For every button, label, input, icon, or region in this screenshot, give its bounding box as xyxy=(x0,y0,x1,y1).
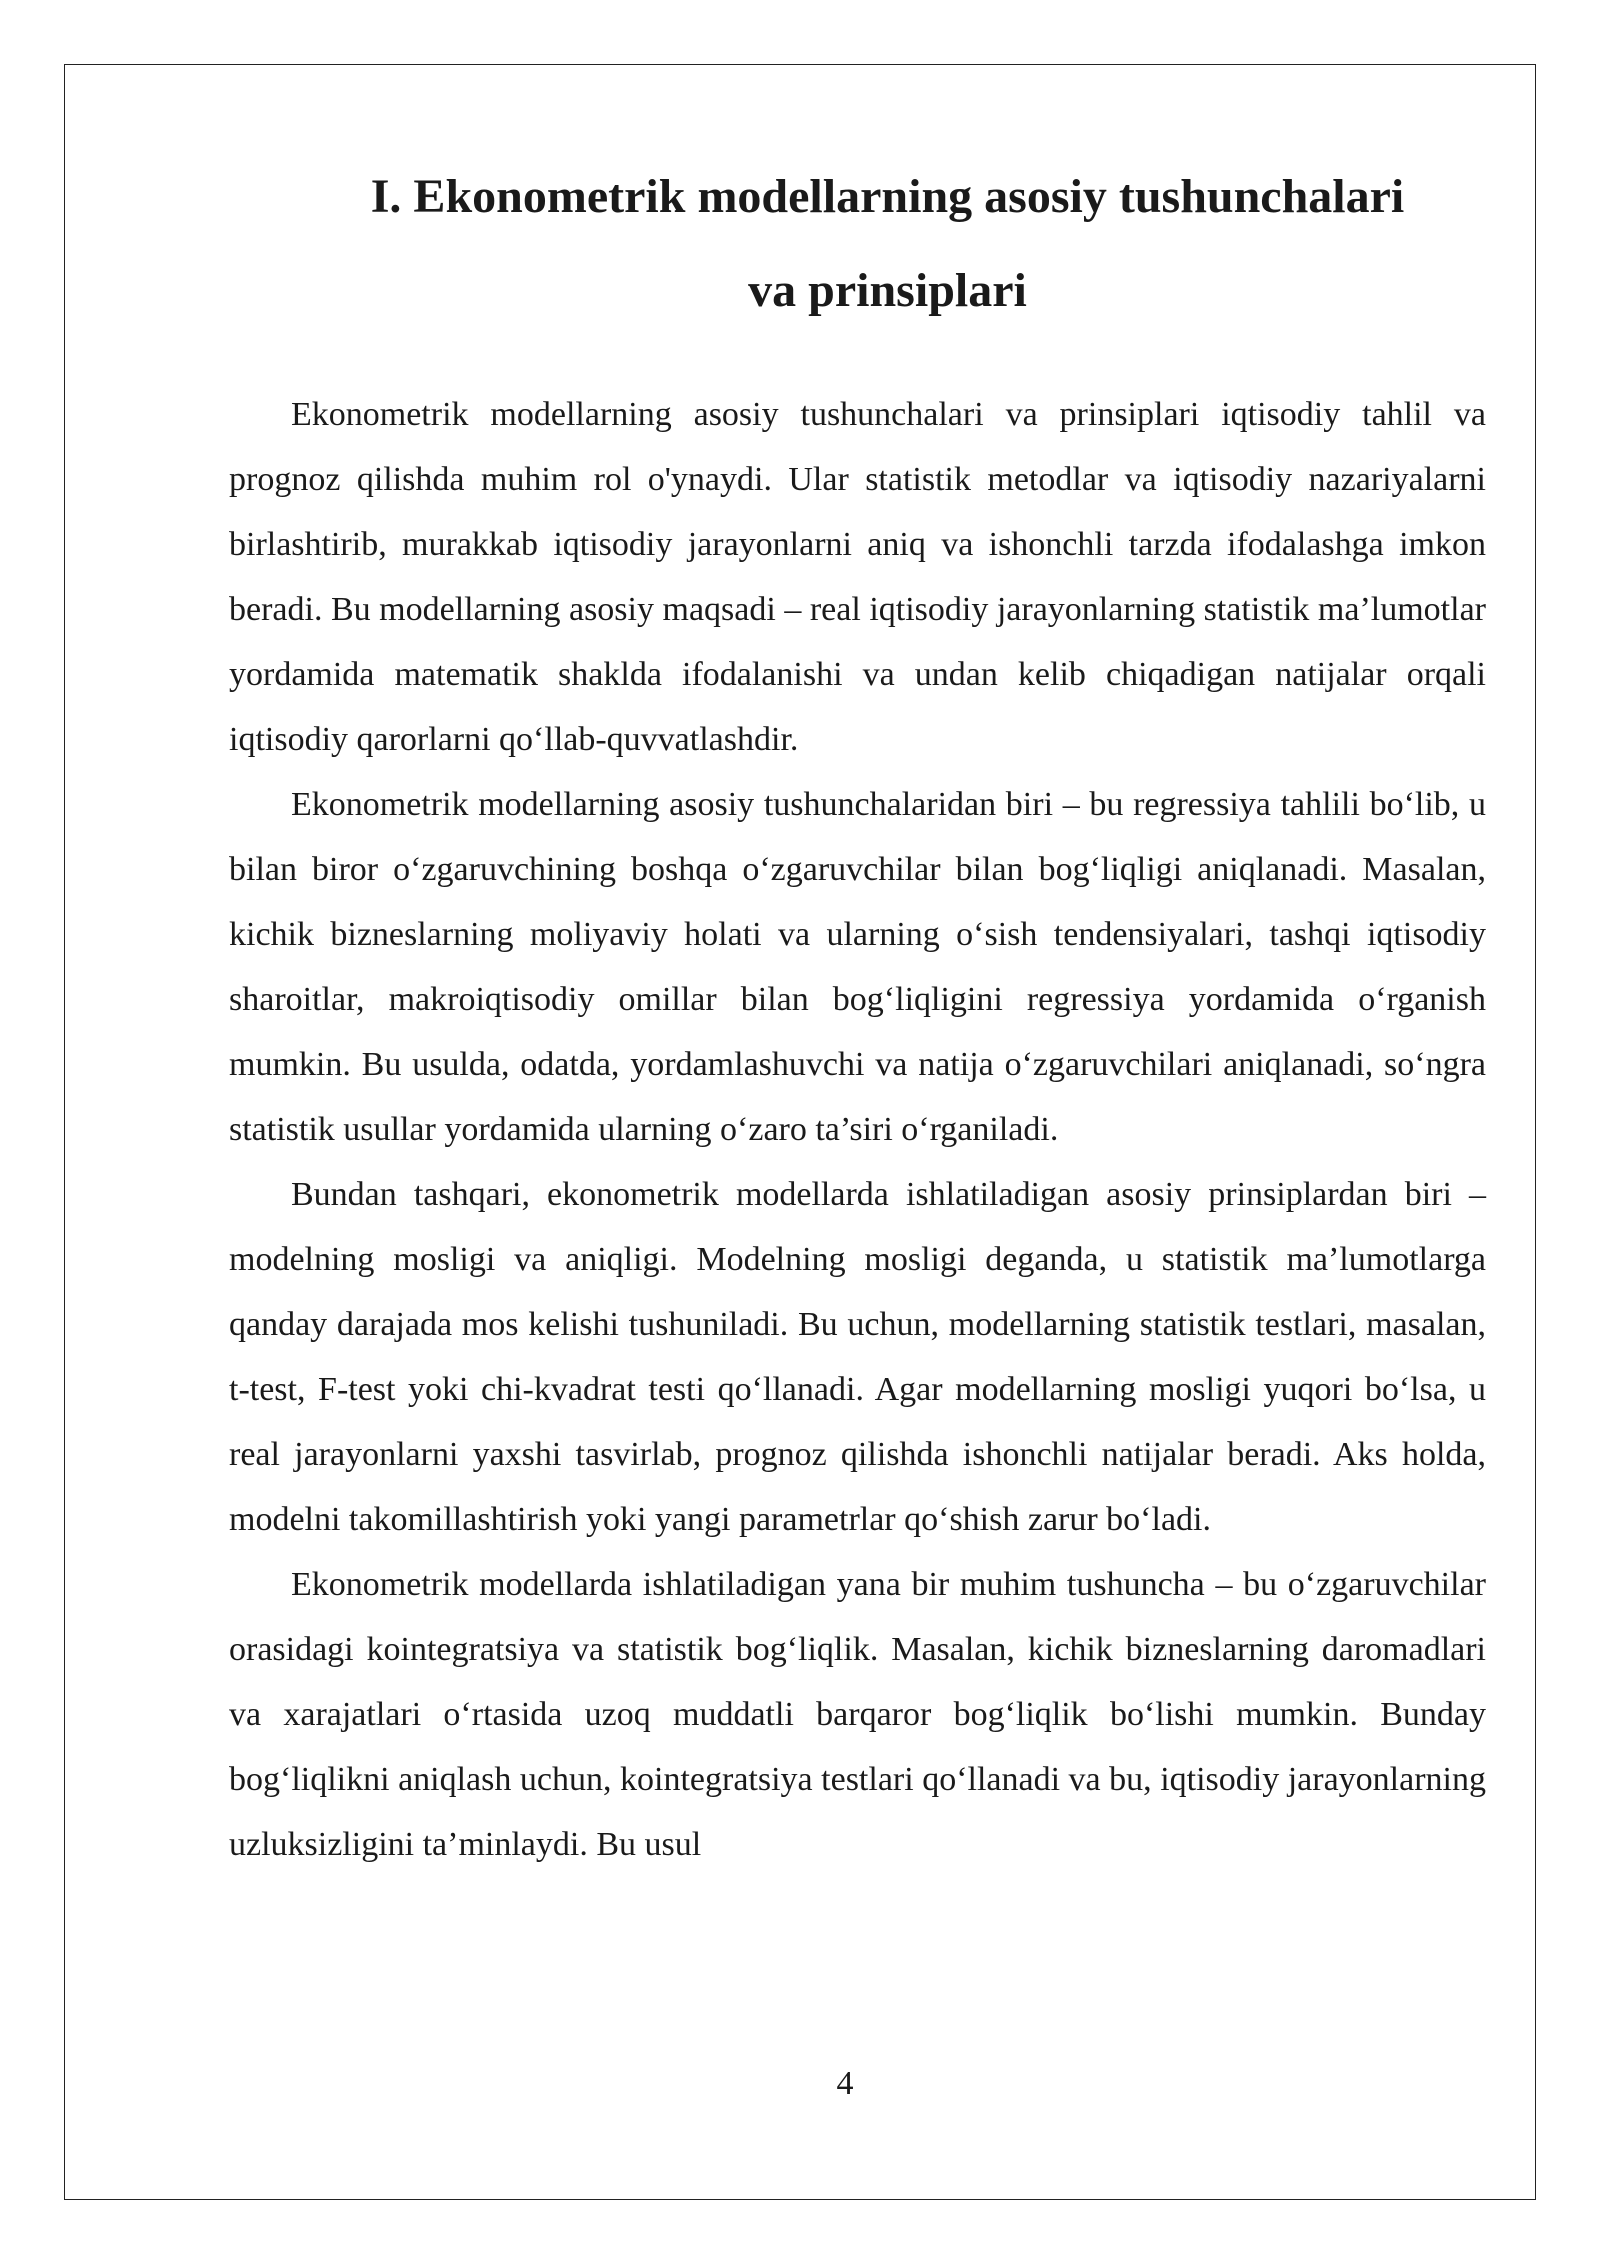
paragraph-2: Ekonometrik modellarning asosiy tushunchalaridan biri – bu regressiya tahlili bo‘lib, u bilan biror o‘zgaruvchining boshqa o‘zgaruvchilar bilan bog‘liqligi aniqlanadi. Masalan, kichik bizneslarning moliyaviy holati va ularning o‘sish tendensiyalari, tashqi iqtisodiy sharoitlar, makroiqtisodiy omillar bilan bog‘liqligini regressiya yordamida o‘rganish mumkin. Bu usulda, odatda, yordamlashuvchi va natija o‘zgaruvchilari aniqlanadi, so‘ngra statistik usullar yordamida ularning o‘zaro ta’siri o‘rganiladi. xyxy=(229,786,1486,1148)
chapter-title xyxy=(229,150,1486,338)
paragraph-4: Ekonometrik modellarda ishlatiladigan yana bir muhim tushuncha – bu o‘zgaruvchilar orasidagi kointegratsiya va statistik bog‘liqlik. Masalan, kichik bizneslarning daromadlari va xarajatlari o‘rtasida uzoq muddatli barqaror bog‘liqlik bo‘lishi mumkin. Bunday bog‘liqlikni aniqlash uchun, kointegratsiya testlari qo‘llanadi va bu, iqtisodiy jarayonlarning uzluksizligini ta’minlaydi. Bu usul xyxy=(229,1566,1486,1863)
page-number: 4 xyxy=(836,2065,854,2102)
chapter-title-line-1: I. Ekonometrik modellarning asosiy tushunchalari xyxy=(370,170,1405,223)
chapter-title-line-2: va prinsiplari xyxy=(748,264,1027,317)
paragraph-3: Bundan tashqari, ekonometrik modellarda ishlatiladigan asosiy prinsiplardan biri – modelning mosligi va aniqligi. Modelning mosligi deganda, u statistik ma’lumotlarga qanday darajada mos kelishi tushuniladi. Bu uchun, modellarning statistik testlari, masalan, t-test, F-test yoki chi-kvadrat testi qo‘llanadi. Agar modellarning mosligi yuqori bo‘lsa, u real jarayonlarni yaxshi tasvirlab, prognoz qilishda ishonchli natijalar beradi. Aks holda, modelni takomillashtirish yoki yangi parametrlar qo‘shish zarur bo‘ladi. xyxy=(229,1176,1486,1538)
paragraph-1: Ekonometrik modellarning asosiy tushunchalari va prinsiplari iqtisodiy tahlil va prognoz qilishda muhim rol o'ynaydi. Ular statistik metodlar va iqtisodiy nazariyalarni birlashtirib, murakkab iqtisodiy jarayonlarni aniq va ishonchli tarzda ifodalashga imkon beradi. Bu modellarning asosiy maqsadi – real iqtisodiy jarayonlarning statistik ma’lumotlar yordamida matematik shaklda ifodalanishi va undan kelib chiqadigan natijalar orqali iqtisodiy qarorlarni qo‘llab-quvvatlashdir. xyxy=(229,396,1486,758)
body-text xyxy=(229,382,1486,1877)
page-content xyxy=(229,150,1486,1877)
